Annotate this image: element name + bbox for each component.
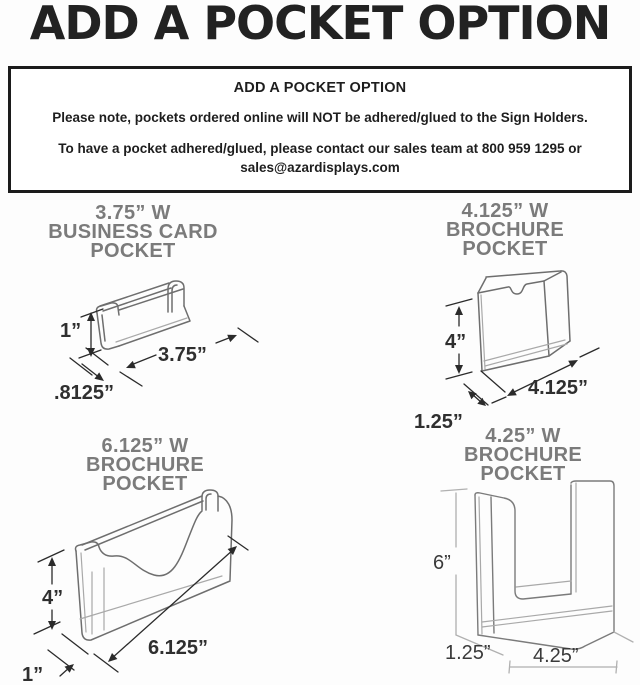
heading-line: BROCHURE xyxy=(464,444,582,466)
dim-label-width: 4.125” xyxy=(528,377,589,399)
dim-label-depth: 1.25” xyxy=(445,642,491,664)
dim-label-height: 4” xyxy=(42,587,64,609)
notice-heading: ADD A POCKET OPTION xyxy=(233,80,407,96)
pocket-outline xyxy=(97,281,191,349)
heading-line: 3.75” W xyxy=(95,202,171,224)
dim-label-depth: 1.25” xyxy=(414,411,463,433)
brochure-pocket-6125-drawing xyxy=(8,484,308,684)
heading-brochure-pocket-4125 xyxy=(385,202,625,259)
dimension-height xyxy=(60,309,103,358)
heading-line: BUSINESS CARD xyxy=(48,221,218,243)
page-title: ADD A POCKET OPTION xyxy=(29,0,611,50)
dimension-height xyxy=(445,299,472,379)
dim-label-depth: .8125” xyxy=(54,382,115,404)
dimension-height xyxy=(34,550,64,634)
dimension-width xyxy=(120,328,258,386)
notice-line-1: Please note, pockets ordered online will NOT be adhered/glued to the Sign Holders. xyxy=(52,110,588,125)
dim-label-width: 6.125” xyxy=(148,637,209,659)
heading-line: 4.125” W xyxy=(461,200,549,222)
dimension-depth xyxy=(22,634,88,685)
notice-box xyxy=(8,66,632,193)
dim-label-height: 6” xyxy=(433,552,451,574)
dimension-depth xyxy=(445,635,503,664)
dimension-height xyxy=(433,489,467,635)
heading-line: 6.125” W xyxy=(101,435,189,457)
dim-label-depth: 1” xyxy=(22,664,44,685)
dim-label-height: 1” xyxy=(60,320,82,342)
dimension-depth xyxy=(414,371,505,433)
heading-line: 4.25” W xyxy=(485,425,561,447)
heading-line: POCKET xyxy=(480,463,566,485)
heading-business-card-pocket xyxy=(13,204,253,261)
dim-label-height: 4” xyxy=(445,331,467,353)
heading-line: POCKET xyxy=(90,240,176,262)
dimension-width xyxy=(509,632,633,673)
heading-line: POCKET xyxy=(102,473,188,495)
heading-line: BROCHURE xyxy=(86,454,204,476)
dim-label-width: 4.25” xyxy=(533,645,579,667)
pocket-outline xyxy=(76,490,233,640)
brochure-pocket-4125-drawing xyxy=(380,262,630,434)
brochure-pocket-425-drawing xyxy=(385,475,635,683)
notice-line-2: To have a pocket adhered/glued, please contact our sales team at 800 959 1295 or sales@azardisplays.com xyxy=(58,141,582,175)
pocket-outline xyxy=(478,271,570,371)
business-card-pocket-drawing xyxy=(30,268,290,433)
pocket-outline xyxy=(475,481,614,649)
heading-line: BROCHURE xyxy=(446,219,564,241)
heading-line: POCKET xyxy=(462,238,548,260)
dim-label-width: 3.75” xyxy=(158,344,207,366)
